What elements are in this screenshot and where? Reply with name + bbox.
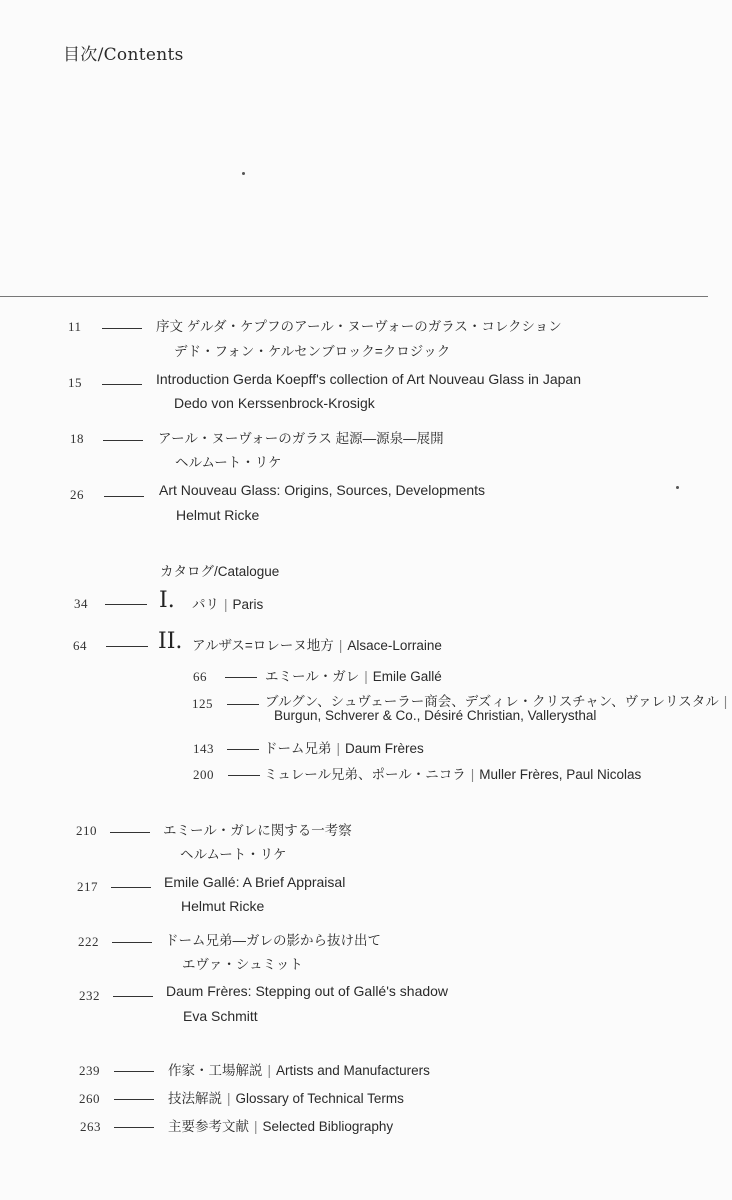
section-label-en: Alsace-Lorraine <box>347 638 442 653</box>
page-number: 34 <box>74 596 88 611</box>
subsection-label-en: Muller Frères, Paul Nicolas <box>479 767 642 782</box>
appendix-label-en: Glossary of Technical Terms <box>235 1091 404 1106</box>
entry-author: Helmut Ricke <box>181 898 265 914</box>
paper-speck <box>676 486 679 489</box>
leader-dash <box>111 887 151 888</box>
page-number: 143 <box>193 741 214 756</box>
page-number: 66 <box>193 669 207 684</box>
page-number: 26 <box>70 487 84 502</box>
entry-title: アール・ヌーヴォーのガラス 起源―源泉―展開 <box>158 431 444 446</box>
entry-title: Introduction Gerda Koepff's collection of Art Nouveau Glass in Japan <box>156 371 581 387</box>
entry-author: ヘルムート・リケ <box>175 455 282 470</box>
leader-dash <box>228 775 260 776</box>
leader-dash <box>227 749 259 750</box>
subsection-label-en: Emile Gallé <box>372 669 442 684</box>
separator: | <box>336 741 341 756</box>
header-divider <box>0 296 708 297</box>
entry-author: Dedo von Kerssenbrock-Krosigk <box>174 395 375 411</box>
entry-author: ヘルムート・リケ <box>180 847 287 862</box>
leader-dash <box>114 1127 154 1128</box>
appendix-label-en: Artists and Manufacturers <box>276 1063 430 1078</box>
subsection-label-en: Burgun, Schverer & Co., Désiré Christian, Vallerysthal <box>274 708 597 723</box>
leader-dash <box>103 440 143 441</box>
separator: | <box>224 597 228 612</box>
page-number: 200 <box>193 767 214 782</box>
subsection-label-ja: ドーム兄弟 <box>264 741 332 756</box>
leader-dash <box>104 496 144 497</box>
subsection-label-ja: エミール・ガレ <box>265 669 360 684</box>
catalogue-heading: カタログ/Catalogue <box>160 564 280 579</box>
section-label-ja: アルザス=ロレーヌ地方 <box>192 638 334 653</box>
leader-dash <box>106 646 148 647</box>
section-numeral: II. <box>158 629 183 654</box>
separator: | <box>338 638 343 653</box>
page-number: 217 <box>77 879 98 894</box>
section-label-en: Paris <box>232 597 264 612</box>
subsection-label-ja: ミュレール兄弟、ポール・ニコラ <box>264 767 466 782</box>
leader-dash <box>110 832 150 833</box>
page-number: 260 <box>79 1091 100 1106</box>
entry-title: Art Nouveau Glass: Origins, Sources, Developments <box>159 482 486 498</box>
page-number: 222 <box>78 934 99 949</box>
separator: | <box>267 1063 272 1078</box>
appendix-label-ja: 作家・工場解説 <box>168 1063 263 1078</box>
entry-title: Emile Gallé: A Brief Appraisal <box>164 874 346 890</box>
subsection-label-ja: ブルグン、シュヴェーラー商会、デズィレ・クリスチャン、ヴァレリスタル <box>265 694 719 709</box>
entry-author: エヴァ・シュミット <box>182 957 303 972</box>
leader-dash <box>102 328 142 329</box>
page-number: 11 <box>68 319 82 334</box>
page-number: 15 <box>68 375 82 390</box>
paper-speck <box>242 172 245 175</box>
separator: | <box>470 767 475 782</box>
subsection-label-en: Daum Frères <box>345 741 424 756</box>
page-number: 125 <box>192 696 213 711</box>
entry-author: Helmut Ricke <box>176 507 260 523</box>
appendix-label-ja: 技法解説 <box>168 1091 222 1106</box>
section-label-ja: パリ <box>192 597 219 612</box>
separator: | <box>723 694 728 709</box>
page-number: 232 <box>79 988 100 1003</box>
separator: | <box>364 669 368 684</box>
leader-dash <box>102 384 142 385</box>
page-number: 210 <box>76 823 97 838</box>
entry-title: エミール・ガレに関する一考察 <box>163 823 352 838</box>
entry-author: Eva Schmitt <box>183 1008 258 1024</box>
leader-dash <box>112 942 152 943</box>
leader-dash <box>227 704 259 705</box>
leader-dash <box>114 1099 154 1100</box>
page-number: 239 <box>79 1063 100 1078</box>
entry-author: デド・フォン・ケルセンブロック=クロジック <box>174 344 451 359</box>
page-number: 18 <box>70 431 84 446</box>
separator: | <box>227 1091 231 1106</box>
page-title: 目次/Contents <box>63 45 184 65</box>
leader-dash <box>113 996 153 997</box>
separator: | <box>254 1119 258 1134</box>
section-numeral: I. <box>159 588 175 613</box>
leader-dash <box>105 604 147 605</box>
page-number: 64 <box>73 638 87 653</box>
entry-title: 序文 ゲルダ・ケプフのアール・ヌーヴォーのガラス・コレクション <box>156 319 562 334</box>
appendix-label-en: Selected Bibliography <box>262 1119 394 1134</box>
entry-title: Daum Frères: Stepping out of Gallé's shadow <box>166 983 449 999</box>
page-number: 263 <box>80 1119 101 1134</box>
leader-dash <box>114 1071 154 1072</box>
entry-title: ドーム兄弟―ガレの影から抜け出て <box>165 933 381 948</box>
appendix-label-ja: 主要参考文献 <box>168 1119 249 1134</box>
leader-dash <box>225 677 257 678</box>
